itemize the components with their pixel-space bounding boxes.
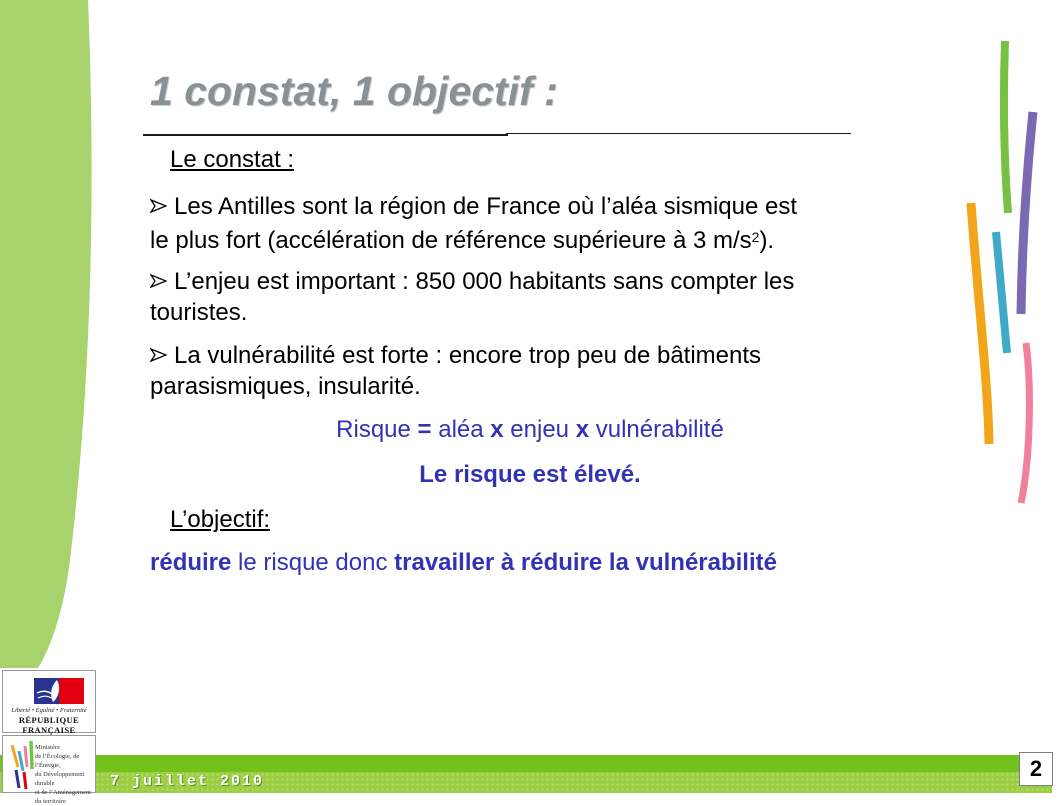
text-line: de l’Écologie, de l’Énergie, (35, 753, 80, 769)
footer-date: 7 juillet 2010 (110, 773, 265, 790)
text-part: le risque donc (231, 549, 395, 576)
page-number: 2 (1029, 756, 1043, 781)
republic-name: RÉPUBLIQUE FRANÇAISE (18, 715, 80, 735)
objectif-heading: L’objectif: (170, 506, 271, 533)
ministry-strokes-icon (5, 737, 37, 793)
decor-stroke-orange (971, 203, 989, 444)
text-part: vulnérabilité (589, 416, 724, 443)
bullet-vulnerabilite (150, 340, 925, 402)
bullet-line (150, 340, 925, 371)
bullet-text: parasismiques, insularité. (150, 373, 421, 400)
superscript-2: 2 (751, 229, 760, 245)
republic-motto: Liberté • Égalité • Fraternité (11, 707, 87, 714)
ministry-name (35, 743, 95, 806)
bullet-arrow-icon (150, 266, 167, 297)
decor-stroke-teal (996, 232, 1007, 353)
bullet-text: le plus fort (accélération de référence supérieure à 3 m/s (150, 227, 752, 254)
french-flag-icon (3, 671, 95, 705)
objectif-statement (150, 549, 950, 577)
decor-stroke-pink (1021, 343, 1029, 503)
decor-stroke-purple (1021, 112, 1033, 314)
bullet-line (150, 266, 925, 297)
title-underline-left (143, 134, 508, 136)
text-line: du territoire (35, 798, 66, 805)
ministry-logo-block (2, 735, 96, 805)
text-part: travailler à réduire la vulnérabilité (394, 549, 777, 576)
bullet-line (150, 191, 925, 222)
risk-statement: Le risque est élevé. (419, 461, 641, 488)
bullet-arrow-icon (150, 191, 167, 222)
footer-bar-dark (0, 755, 1052, 772)
bullet-text: Les Antilles sont la région de France où l’aléa sismique est (174, 193, 798, 220)
sidebar-green-path (0, 0, 92, 668)
page-title: 1 constat, 1 objectif : (150, 68, 558, 114)
text-line: du Développement durable (35, 771, 85, 787)
text-part: Risque (336, 416, 418, 443)
bullet-alea-sismique (150, 191, 925, 256)
bullet-line (150, 371, 925, 402)
bullet-line (150, 297, 925, 328)
text-line: Ministère (35, 744, 60, 751)
constat-heading: Le constat : (170, 146, 295, 173)
text-part: = (417, 416, 432, 443)
bullet-enjeu (150, 266, 925, 328)
text-line: et de l’Aménagement (35, 789, 91, 796)
title-underline-right (506, 133, 851, 134)
sidebar-green-shape (0, 0, 110, 670)
bullet-text: L’enjeu est important : 850 000 habitants sans compter les (174, 268, 795, 295)
text-part: réduire (150, 549, 232, 576)
text-part: enjeu (503, 416, 576, 443)
text-part: x (575, 416, 590, 443)
text-part: x (490, 416, 504, 443)
bullet-line (150, 222, 925, 256)
page-number-badge (1019, 752, 1053, 786)
bullet-text: ). (759, 227, 775, 254)
decor-stroke-green (1004, 41, 1008, 213)
text-part: aléa (431, 416, 491, 443)
republique-francaise-logo (2, 670, 96, 733)
risk-formula (145, 416, 915, 444)
bullet-text: touristes. (150, 299, 248, 326)
bullet-text: La vulnérabilité est forte : encore trop peu de bâtiments (174, 342, 762, 369)
bullet-arrow-icon (150, 340, 167, 371)
